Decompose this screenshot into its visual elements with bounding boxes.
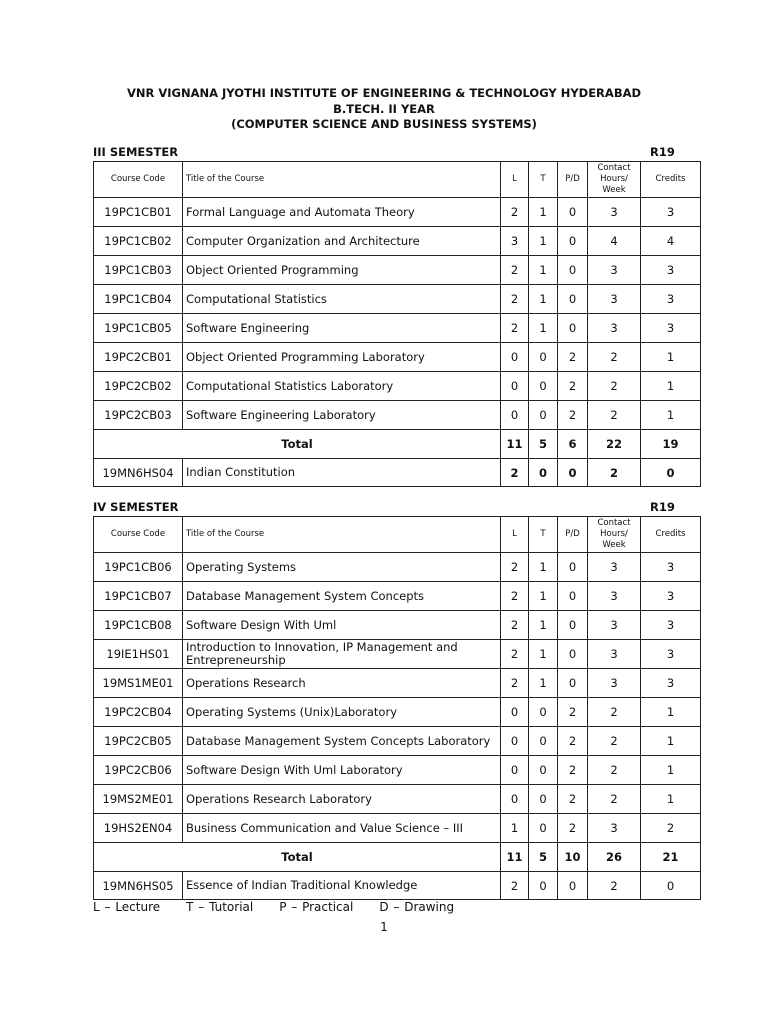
course-code: 19PC1CB07 bbox=[94, 582, 183, 611]
course-t: 0 bbox=[529, 756, 558, 785]
total-t: 5 bbox=[529, 843, 558, 872]
course-code: 19HS2EN04 bbox=[94, 814, 183, 843]
course-contact: 2 bbox=[588, 698, 641, 727]
course-contact: 2 bbox=[588, 459, 641, 487]
col-header-contact: Contact Hours/ Week bbox=[588, 517, 641, 553]
course-t: 1 bbox=[529, 553, 558, 582]
total-label: Total bbox=[94, 430, 501, 459]
mandatory-course-row bbox=[94, 872, 701, 900]
course-contact: 2 bbox=[588, 756, 641, 785]
course-t: 0 bbox=[529, 401, 558, 430]
course-row bbox=[94, 227, 701, 256]
course-credits: 3 bbox=[641, 640, 701, 669]
course-credits: 1 bbox=[641, 785, 701, 814]
course-code: 19PC1CB01 bbox=[94, 198, 183, 227]
course-l: 2 bbox=[501, 872, 529, 900]
course-code: 19PC2CB03 bbox=[94, 401, 183, 430]
course-row bbox=[94, 256, 701, 285]
legend-tutorial: T – Tutorial bbox=[186, 900, 254, 914]
course-t: 1 bbox=[529, 640, 558, 669]
table-header-row bbox=[94, 162, 701, 198]
course-t: 0 bbox=[529, 343, 558, 372]
course-title: Software Design With Uml bbox=[183, 611, 501, 640]
course-title: Software Engineering Laboratory bbox=[183, 401, 501, 430]
course-l: 2 bbox=[501, 611, 529, 640]
course-title: Indian Constitution bbox=[183, 459, 501, 487]
course-t: 0 bbox=[529, 814, 558, 843]
course-row bbox=[94, 582, 701, 611]
course-row bbox=[94, 343, 701, 372]
document-header bbox=[0, 86, 768, 133]
course-contact: 3 bbox=[588, 669, 641, 698]
course-title: Object Oriented Programming Laboratory bbox=[183, 343, 501, 372]
course-t: 0 bbox=[529, 785, 558, 814]
sem4-course-table bbox=[93, 516, 701, 900]
course-t: 1 bbox=[529, 227, 558, 256]
course-pd: 0 bbox=[558, 314, 588, 343]
program-year: B.TECH. II YEAR bbox=[333, 101, 435, 116]
course-t: 1 bbox=[529, 314, 558, 343]
course-t: 0 bbox=[529, 872, 558, 900]
course-code: 19PC1CB08 bbox=[94, 611, 183, 640]
course-l: 0 bbox=[501, 401, 529, 430]
course-credits: 3 bbox=[641, 285, 701, 314]
course-row bbox=[94, 553, 701, 582]
course-code: 19PC1CB04 bbox=[94, 285, 183, 314]
sem3-label: III SEMESTER bbox=[93, 145, 179, 159]
legend-practical: P – Practical bbox=[279, 900, 354, 914]
course-row bbox=[94, 698, 701, 727]
total-row bbox=[94, 843, 701, 872]
col-header-credits: Credits bbox=[641, 162, 701, 198]
course-row bbox=[94, 314, 701, 343]
col-header-t: T bbox=[529, 162, 558, 198]
course-t: 1 bbox=[529, 198, 558, 227]
course-l: 0 bbox=[501, 756, 529, 785]
course-title: Database Management System Concepts bbox=[183, 582, 501, 611]
course-row bbox=[94, 727, 701, 756]
course-contact: 3 bbox=[588, 582, 641, 611]
course-row bbox=[94, 785, 701, 814]
course-t: 1 bbox=[529, 611, 558, 640]
course-t: 1 bbox=[529, 582, 558, 611]
course-title: Operating Systems bbox=[183, 553, 501, 582]
course-title: Computational Statistics bbox=[183, 285, 501, 314]
course-title: Software Engineering bbox=[183, 314, 501, 343]
course-code: 19PC1CB03 bbox=[94, 256, 183, 285]
course-l: 2 bbox=[501, 459, 529, 487]
course-pd: 0 bbox=[558, 459, 588, 487]
table-header-row bbox=[94, 517, 701, 553]
course-l: 2 bbox=[501, 553, 529, 582]
course-pd: 2 bbox=[558, 727, 588, 756]
institute-name: VNR VIGNANA JYOTHI INSTITUTE OF ENGINEERING & TECHNOLOGY HYDERABAD bbox=[126, 86, 642, 100]
course-credits: 0 bbox=[641, 872, 701, 900]
course-l: 2 bbox=[501, 314, 529, 343]
col-header-l: L bbox=[501, 517, 529, 553]
course-row bbox=[94, 401, 701, 430]
course-row bbox=[94, 198, 701, 227]
col-header-l: L bbox=[501, 162, 529, 198]
course-code: 19PC2CB01 bbox=[94, 343, 183, 372]
course-code: 19MN6HS05 bbox=[94, 872, 183, 900]
total-label: Total bbox=[94, 843, 501, 872]
course-l: 1 bbox=[501, 814, 529, 843]
course-pd: 2 bbox=[558, 698, 588, 727]
course-credits: 3 bbox=[641, 669, 701, 698]
sem3-course-table bbox=[93, 161, 701, 487]
course-pd: 0 bbox=[558, 582, 588, 611]
legend-lecture: L – Lecture bbox=[93, 900, 161, 914]
total-contact: 26 bbox=[588, 843, 641, 872]
course-title: Introduction to Innovation, IP Management and Entrepreneurship bbox=[183, 640, 501, 669]
course-t: 1 bbox=[529, 285, 558, 314]
course-title: Operating Systems (Unix)Laboratory bbox=[183, 698, 501, 727]
mandatory-course-row bbox=[94, 459, 701, 487]
course-contact: 3 bbox=[588, 640, 641, 669]
course-title: Software Design With Uml Laboratory bbox=[183, 756, 501, 785]
course-title: Business Communication and Value Science – III bbox=[183, 814, 501, 843]
course-row bbox=[94, 669, 701, 698]
course-credits: 3 bbox=[641, 553, 701, 582]
course-pd: 0 bbox=[558, 669, 588, 698]
course-credits: 1 bbox=[641, 401, 701, 430]
course-pd: 0 bbox=[558, 872, 588, 900]
course-pd: 0 bbox=[558, 640, 588, 669]
course-credits: 4 bbox=[641, 227, 701, 256]
course-l: 2 bbox=[501, 285, 529, 314]
course-credits: 1 bbox=[641, 727, 701, 756]
course-row bbox=[94, 611, 701, 640]
course-credits: 3 bbox=[641, 198, 701, 227]
course-code: 19PC1CB06 bbox=[94, 553, 183, 582]
course-contact: 2 bbox=[588, 343, 641, 372]
course-row bbox=[94, 814, 701, 843]
course-title: Database Management System Concepts Laboratory bbox=[183, 727, 501, 756]
course-contact: 3 bbox=[588, 314, 641, 343]
course-t: 0 bbox=[529, 372, 558, 401]
course-code: 19PC2CB05 bbox=[94, 727, 183, 756]
program-branch: (COMPUTER SCIENCE AND BUSINESS SYSTEMS) bbox=[231, 117, 537, 131]
course-contact: 3 bbox=[588, 611, 641, 640]
total-credits: 21 bbox=[641, 843, 701, 872]
course-contact: 4 bbox=[588, 227, 641, 256]
course-pd: 2 bbox=[558, 372, 588, 401]
course-credits: 1 bbox=[641, 372, 701, 401]
course-l: 3 bbox=[501, 227, 529, 256]
course-l: 2 bbox=[501, 198, 529, 227]
course-title: Essence of Indian Traditional Knowledge bbox=[183, 872, 501, 900]
col-header-pd: P/D bbox=[558, 517, 588, 553]
col-header-code: Course Code bbox=[94, 162, 183, 198]
col-header-pd: P/D bbox=[558, 162, 588, 198]
course-pd: 0 bbox=[558, 285, 588, 314]
course-credits: 3 bbox=[641, 314, 701, 343]
course-l: 0 bbox=[501, 785, 529, 814]
total-l: 11 bbox=[501, 843, 529, 872]
course-code: 19PC1CB05 bbox=[94, 314, 183, 343]
course-title: Object Oriented Programming bbox=[183, 256, 501, 285]
course-pd: 2 bbox=[558, 785, 588, 814]
col-header-t: T bbox=[529, 517, 558, 553]
course-pd: 0 bbox=[558, 227, 588, 256]
course-contact: 2 bbox=[588, 372, 641, 401]
course-title: Formal Language and Automata Theory bbox=[183, 198, 501, 227]
course-row bbox=[94, 640, 701, 669]
course-l: 2 bbox=[501, 669, 529, 698]
course-contact: 3 bbox=[588, 285, 641, 314]
legend-drawing: D – Drawing bbox=[379, 900, 455, 914]
course-credits: 3 bbox=[641, 256, 701, 285]
course-l: 0 bbox=[501, 343, 529, 372]
course-l: 0 bbox=[501, 372, 529, 401]
course-contact: 2 bbox=[588, 785, 641, 814]
course-row bbox=[94, 372, 701, 401]
course-pd: 0 bbox=[558, 611, 588, 640]
course-contact: 3 bbox=[588, 198, 641, 227]
course-pd: 0 bbox=[558, 256, 588, 285]
col-header-title: Title of the Course bbox=[183, 162, 501, 198]
course-credits: 3 bbox=[641, 611, 701, 640]
total-row bbox=[94, 430, 701, 459]
course-l: 0 bbox=[501, 727, 529, 756]
course-code: 19MS1ME01 bbox=[94, 669, 183, 698]
course-contact: 2 bbox=[588, 401, 641, 430]
course-credits: 1 bbox=[641, 756, 701, 785]
course-credits: 0 bbox=[641, 459, 701, 487]
course-l: 2 bbox=[501, 256, 529, 285]
total-pd: 10 bbox=[558, 843, 588, 872]
sem4-regulation: R19 bbox=[650, 500, 675, 514]
course-title: Operations Research Laboratory bbox=[183, 785, 501, 814]
total-pd: 6 bbox=[558, 430, 588, 459]
course-pd: 0 bbox=[558, 553, 588, 582]
course-t: 0 bbox=[529, 698, 558, 727]
total-credits: 19 bbox=[641, 430, 701, 459]
course-contact: 3 bbox=[588, 553, 641, 582]
course-code: 19PC2CB04 bbox=[94, 698, 183, 727]
course-pd: 2 bbox=[558, 756, 588, 785]
course-t: 0 bbox=[529, 727, 558, 756]
course-contact: 2 bbox=[588, 727, 641, 756]
course-pd: 2 bbox=[558, 814, 588, 843]
course-l: 2 bbox=[501, 640, 529, 669]
abbreviation-legend bbox=[93, 900, 480, 914]
course-contact: 2 bbox=[588, 872, 641, 900]
course-t: 0 bbox=[529, 459, 558, 487]
course-code: 19IE1HS01 bbox=[94, 640, 183, 669]
course-title: Computational Statistics Laboratory bbox=[183, 372, 501, 401]
course-pd: 2 bbox=[558, 343, 588, 372]
course-row bbox=[94, 285, 701, 314]
page-number: 1 bbox=[380, 920, 388, 934]
course-credits: 1 bbox=[641, 343, 701, 372]
course-contact: 3 bbox=[588, 814, 641, 843]
course-code: 19PC2CB06 bbox=[94, 756, 183, 785]
course-code: 19PC2CB02 bbox=[94, 372, 183, 401]
col-header-credits: Credits bbox=[641, 517, 701, 553]
course-row bbox=[94, 756, 701, 785]
course-t: 1 bbox=[529, 669, 558, 698]
course-code: 19MN6HS04 bbox=[94, 459, 183, 487]
sem4-label: IV SEMESTER bbox=[93, 500, 179, 514]
course-code: 19MS2ME01 bbox=[94, 785, 183, 814]
total-l: 11 bbox=[501, 430, 529, 459]
total-t: 5 bbox=[529, 430, 558, 459]
course-l: 0 bbox=[501, 698, 529, 727]
course-credits: 3 bbox=[641, 582, 701, 611]
course-credits: 2 bbox=[641, 814, 701, 843]
course-title: Operations Research bbox=[183, 669, 501, 698]
total-contact: 22 bbox=[588, 430, 641, 459]
course-pd: 0 bbox=[558, 198, 588, 227]
col-header-code: Course Code bbox=[94, 517, 183, 553]
course-pd: 2 bbox=[558, 401, 588, 430]
course-contact: 3 bbox=[588, 256, 641, 285]
course-title: Computer Organization and Architecture bbox=[183, 227, 501, 256]
course-credits: 1 bbox=[641, 698, 701, 727]
course-t: 1 bbox=[529, 256, 558, 285]
course-code: 19PC1CB02 bbox=[94, 227, 183, 256]
col-header-contact: Contact Hours/ Week bbox=[588, 162, 641, 198]
col-header-title: Title of the Course bbox=[183, 517, 501, 553]
sem3-regulation: R19 bbox=[650, 145, 675, 159]
course-l: 2 bbox=[501, 582, 529, 611]
